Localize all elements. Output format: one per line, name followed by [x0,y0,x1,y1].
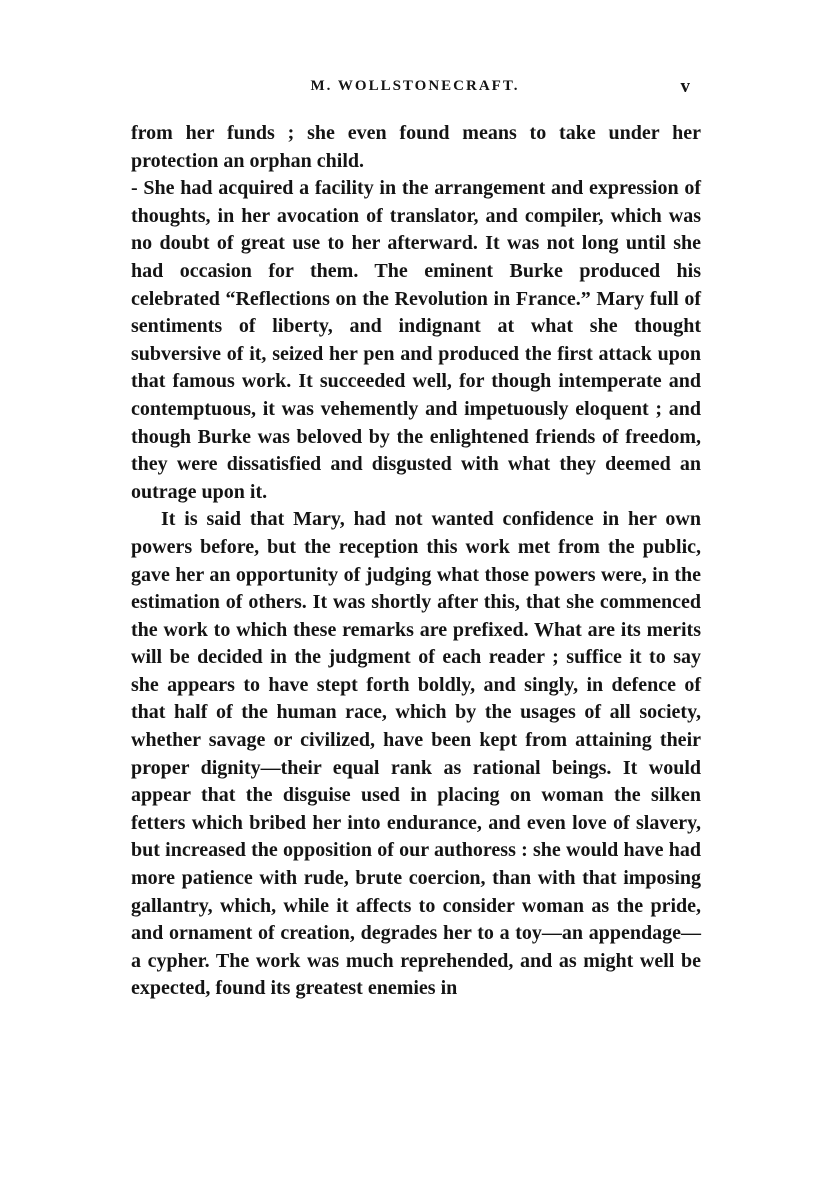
paragraph-continuation: from her funds ; she even found means to take under her protection an orphan child. [131,122,701,172]
paragraph-facility: - She had acquired a facility in the arrangement and expression of thoughts, in her avocation of translator, and compiler, which was no doubt of great use to her afterward. It was not long until she had occasion for them. The eminent Burke produced his celebrated “Reflections on the Revolution in France.” Mary full of sentiments of liberty, and indignant at what she thought subversive of it, seized her pen and produced the first attack upon that famous work. It succeeded well, for though intemperate and contemptuous, it was vehemently and impetuously eloquent ; and though Burke was beloved by the enlightened friends of freedom, they were dissatisfied and disgusted with what they deemed an outrage upon it. [131,177,701,503]
body-text [131,120,701,1003]
running-head [130,78,700,102]
paragraph-confidence: It is said that Mary, had not wanted confidence in her own powers before, but the reception this work met from the public, gave her an opportunity of judging what those powers were, in the estimation of others. It was shortly after this, that she commenced the work to which these remarks are prefixed. What are its merits will be decided in the judgment of each reader ; suffice it to say she appears to have stept forth boldly, and singly, in defence of that half of the human race, which by the usages of all society, whether savage or civilized, have been kept from attaining their proper dignity—their equal rank as rational beings. It would appear that the disguise used in placing on woman the silken fetters which bribed her into endurance, and even love of slavery, but increased the opposition of our authoress : she would have had more patience with rude, brute coercion, than with that imposing gallantry, which, while it affects to consider woman as the pride, and ornament of creation, degrades her to a toy—an appendage—a cypher. The work was much reprehended, and as might well be expected, found its greatest enemies in [131,508,701,1000]
running-title: M. WOLLSTONECRAFT. [310,78,520,94]
page-number: v [680,76,690,97]
